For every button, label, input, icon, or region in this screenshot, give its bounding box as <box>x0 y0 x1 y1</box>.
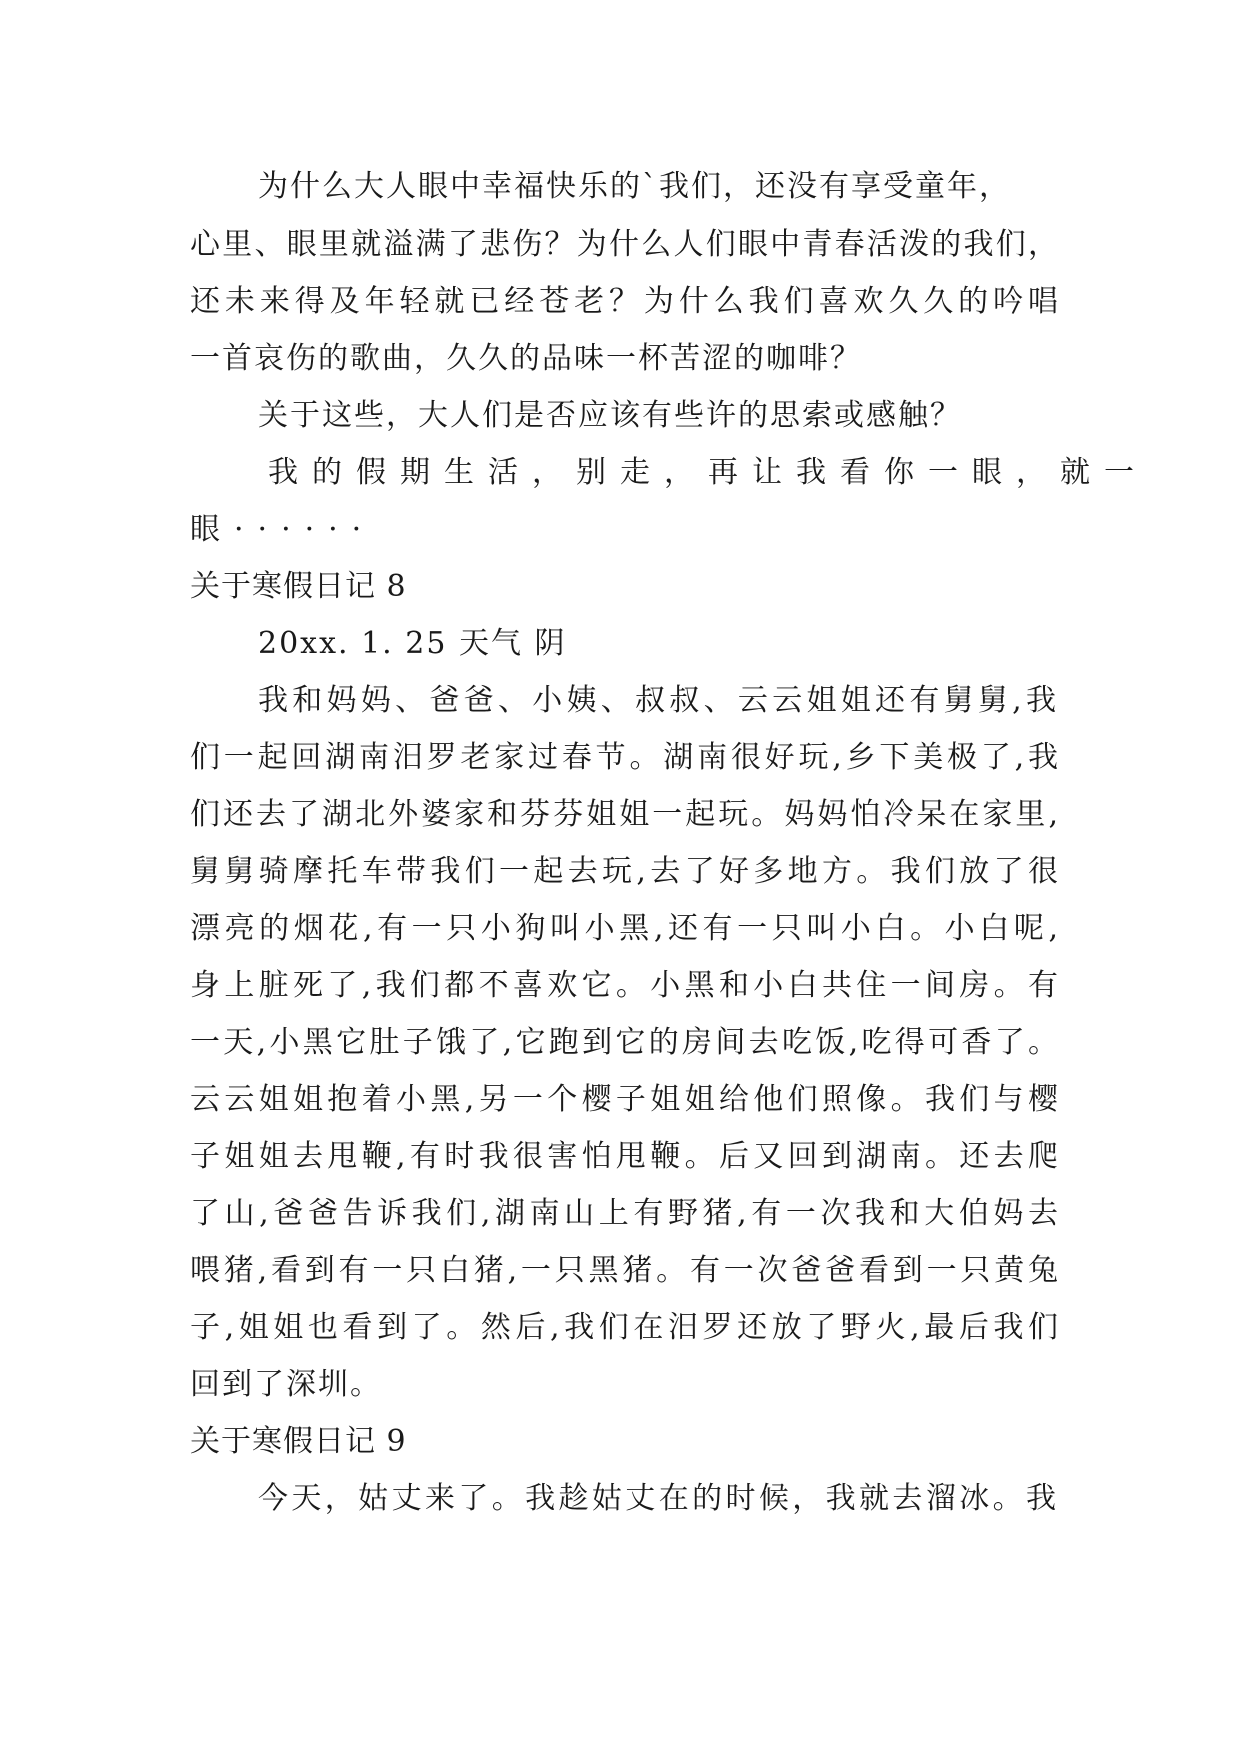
section-heading: 关于寒假日记 8 <box>190 569 407 604</box>
paragraph-line: 子姐姐去甩鞭,有时我很害怕甩鞭。后又回到湖南。还去爬 <box>190 1139 1060 1174</box>
section-heading: 关于寒假日记 9 <box>190 1424 407 1459</box>
paragraph-line: 漂亮的烟花,有一只小狗叫小黑,还有一只叫小白。小白呢, <box>190 911 1060 946</box>
paragraph-line: 我和妈妈、爸爸、小姨、叔叔、云云姐姐还有舅舅,我 <box>258 683 1058 718</box>
paragraph-line: 了山,爸爸告诉我们,湖南山上有野猪,有一次我和大伯妈去 <box>190 1196 1060 1231</box>
paragraph-line: 为什么大人眼中幸福快乐的`我们，还没有享受童年， <box>258 169 1011 204</box>
paragraph-line: 今天，姑丈来了。我趁姑丈在的时候，我就去溜冰。我 <box>258 1481 1058 1516</box>
paragraph-line: 舅舅骑摩托车带我们一起去玩,去了好多地方。我们放了很 <box>190 854 1060 889</box>
paragraph-line: 云云姐姐抱着小黑,另一个樱子姐姐给他们照像。我们与樱 <box>190 1082 1060 1117</box>
paragraph-line: 一天,小黑它肚子饿了,它跑到它的房间去吃饭,吃得可香了。 <box>190 1025 1060 1060</box>
paragraph-line: 身上脏死了,我们都不喜欢它。小黑和小白共住一间房。有 <box>190 968 1060 1003</box>
paragraph-line: 关于这些，大人们是否应该有些许的思索或感触？ <box>258 398 962 433</box>
paragraph-line: 一首哀伤的歌曲，久久的品味一杯苦涩的咖啡？ <box>190 341 862 376</box>
paragraph-line: 们一起回湖南汨罗老家过春节。湖南很好玩,乡下美极了,我 <box>190 740 1060 775</box>
paragraph-line: 心里、眼里就溢满了悲伤？为什么人们眼中青春活泼的我们， <box>190 227 1060 262</box>
paragraph-line: 子,姐姐也看到了。然后,我们在汨罗还放了野火,最后我们 <box>190 1310 1060 1345</box>
paragraph-line: 眼······ <box>190 512 376 547</box>
paragraph-line: 喂猪,看到有一只白猪,一只黑猪。有一次爸爸看到一只黄兔 <box>190 1253 1060 1288</box>
paragraph-line: 回到了深圳。 <box>190 1367 382 1402</box>
paragraph-line: 我的假期生活，别走，再让我看你一眼，就一 <box>268 455 1148 490</box>
paragraph-line: 还未来得及年轻就已经苍老？为什么我们喜欢久久的吟唱 <box>190 284 1060 319</box>
paragraph-line: 们还去了湖北外婆家和芬芬姐姐一起玩。妈妈怕冷呆在家里, <box>190 797 1060 832</box>
date-weather-line: 20xx. 1. 25 天气 阴 <box>258 626 567 661</box>
